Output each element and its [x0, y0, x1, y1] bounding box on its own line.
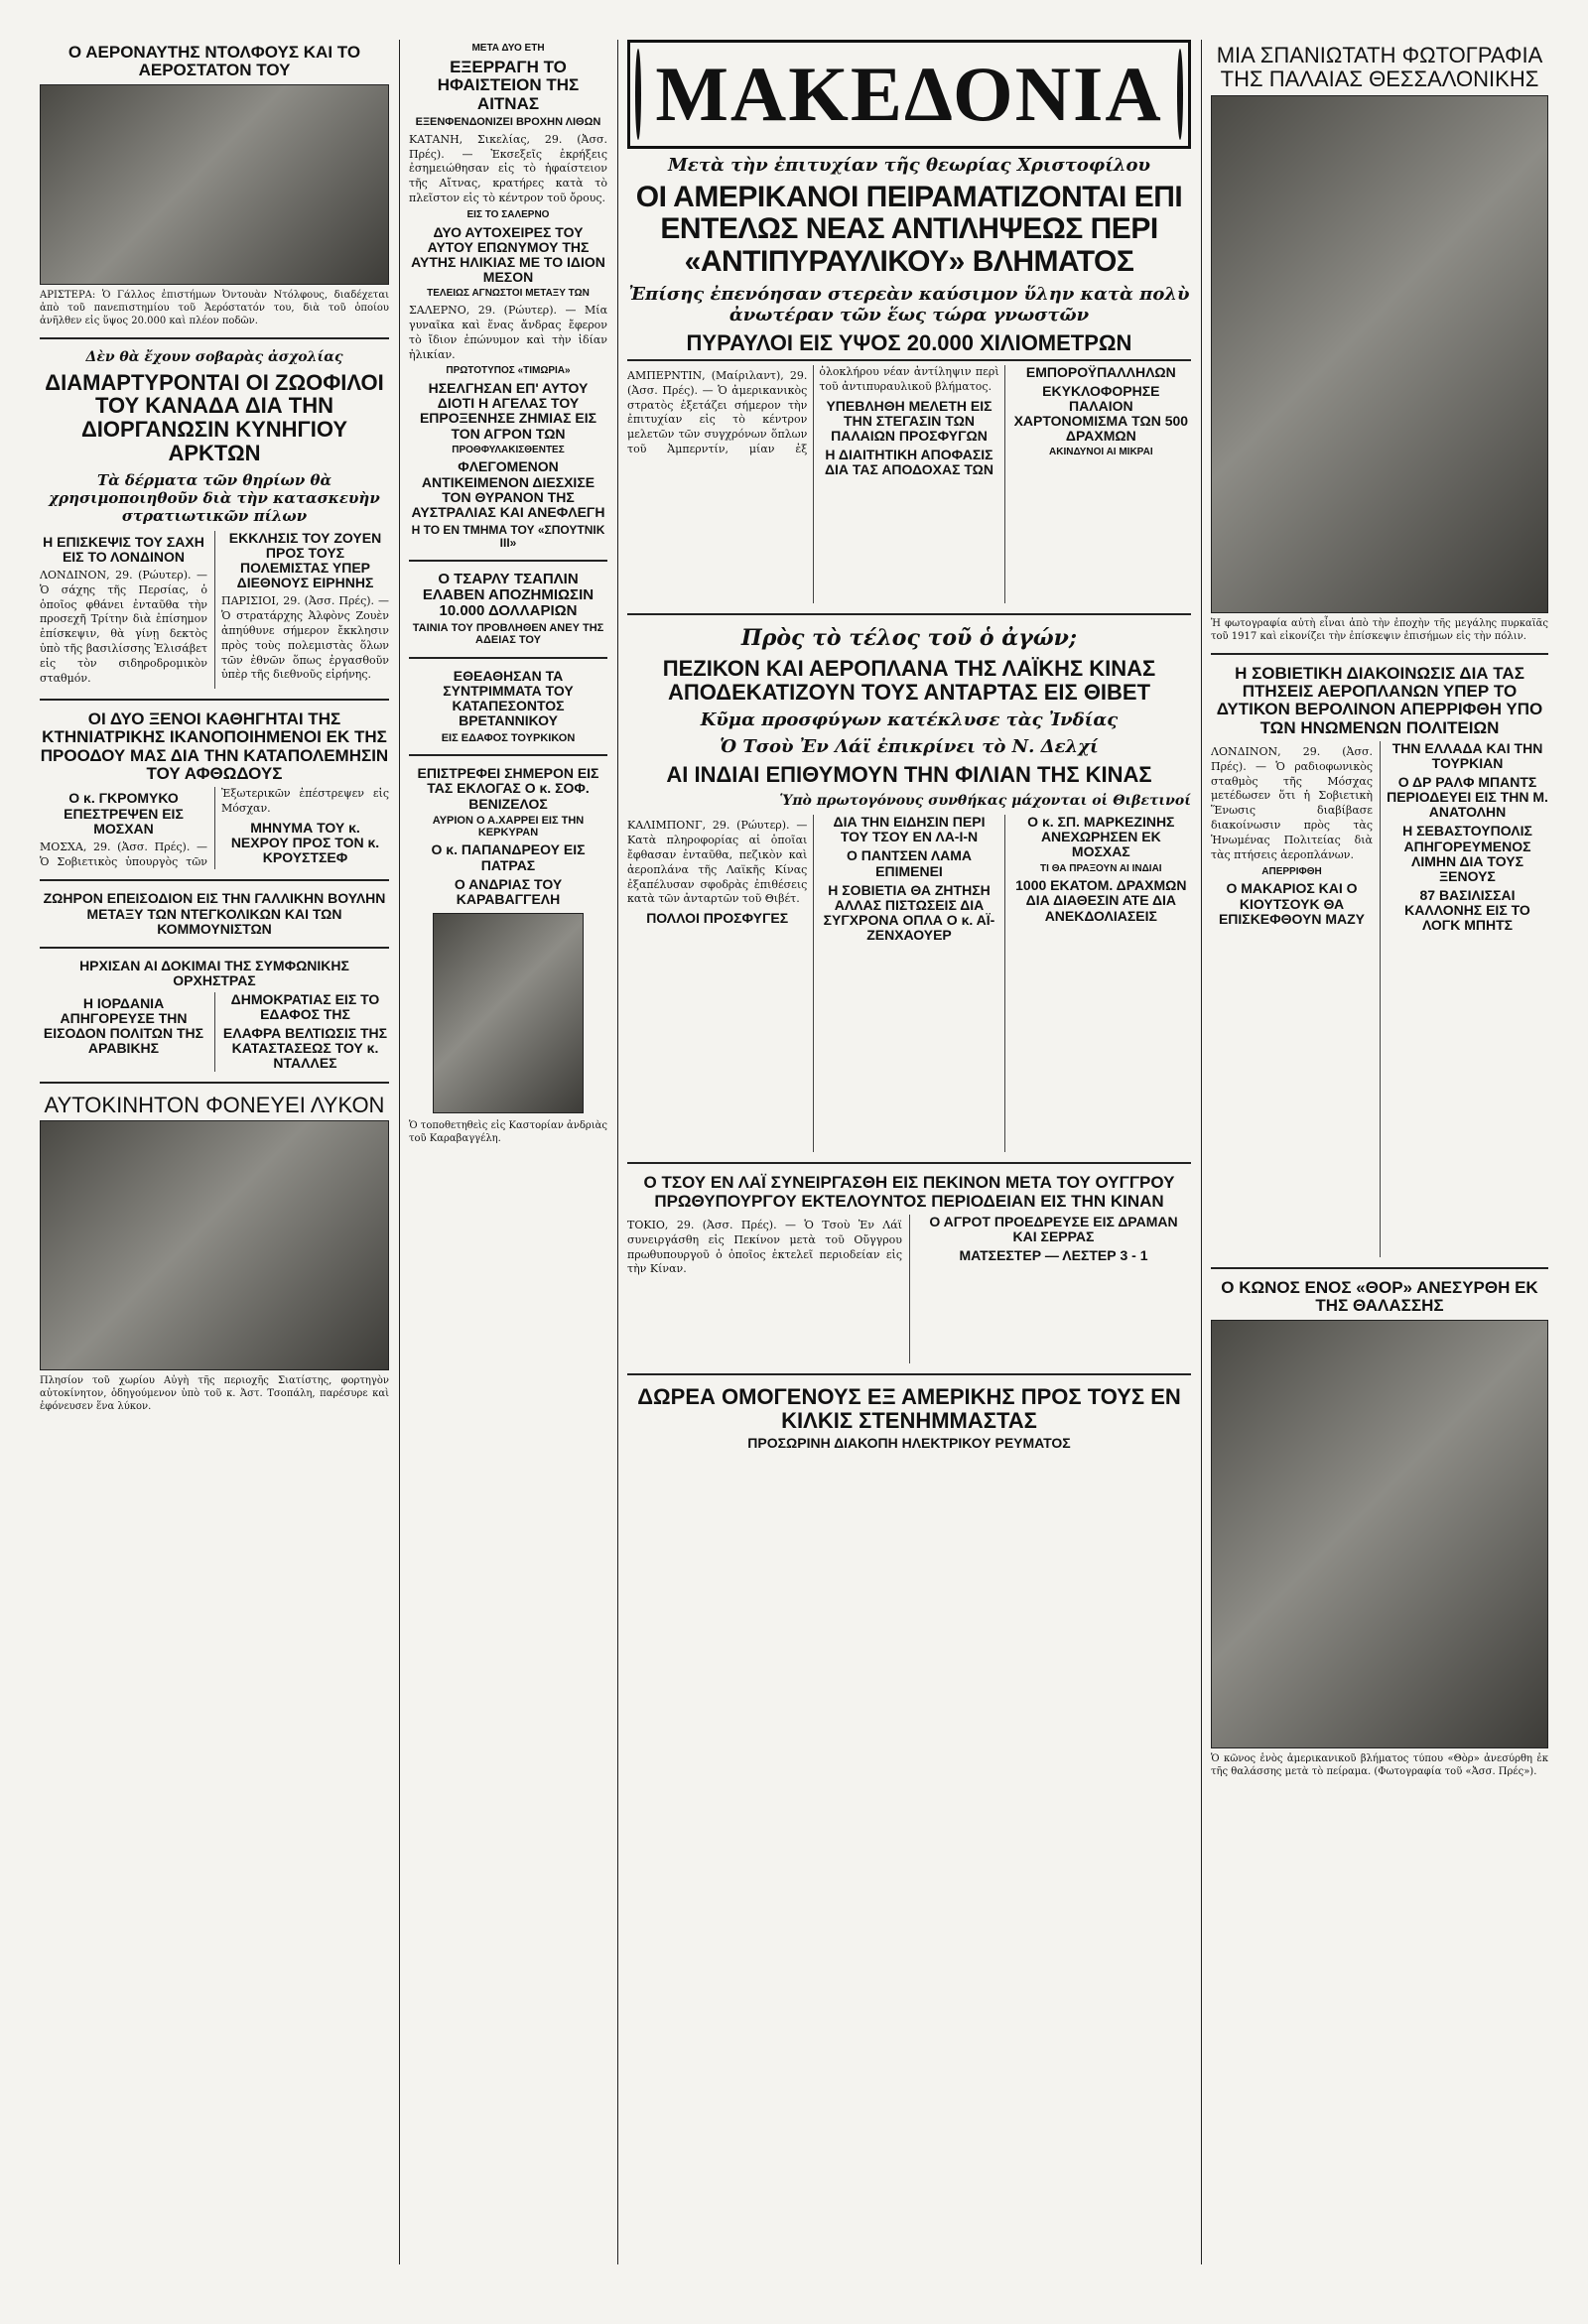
salerno-headline: ΔΥΟ ΑΥΤΟΧΕΙΡΕΣ ΤΟΥ ΑΥΤΟΥ ΕΠΩΝΥΜΟΥ ΤΗΣ ΑΥΤΗΣ ΗΛΙΚΙΑΣ ΜΕ ΤΟ ΙΔΙΟΝ ΜΕΣΟΝ	[411, 223, 605, 286]
zoophiles-kicker: Δὲν θὰ ἔχουν σοβαρὰς ἀσχολίας	[85, 348, 343, 365]
divider	[1211, 653, 1548, 655]
serres-headline: Ο ΑΓΡΟΤ ΠΡΟΕΔΡΕΥΣΕ ΕΙΣ ΔΡΑΜΑΝ ΚΑΙ ΣΕΡΡΑΣ	[929, 1213, 1178, 1244]
rule-col1	[399, 40, 400, 2264]
salerno-text: ΣΑΛΕΡΝΟ, 29. (Ρώυτερ). — Μία γυναῖκα καὶ ἕνας ἄνδρας ἔφερον τὸ ἴδιον ἐπώνυμον καὶ τὴν ἰδίαν ἡλικίαν.	[409, 304, 607, 361]
zoophiles-subhead: Τὰ δέρματα τῶν θηρίων θὰ χρησιμοποιηθοῦν διὰ τὴν κατασκευὴν στρατιωτικῶν πίλων	[49, 470, 380, 525]
gaullist-headline: ΖΩΗΡΟΝ ΕΠΕΙΣΟΔΙΟΝ ΕΙΣ ΤΗΝ ΓΑΛΛΙΚΗΝ ΒΟΥΛΗΝ ΜΕΤΑΞΥ ΤΩΝ ΝΤΕΓΚΟΛΙΚΩΝ ΚΑΙ ΤΩΝ ΚΟΜΜΟΥΝΙΣΤΩΝ	[43, 890, 386, 937]
tibet-text: ΚΑΛΙΜΠΟΝΓ, 29. (Ρώυτερ). — Κατὰ πληροφορίας αἱ ὁποῖαι ἔφθασαν ἐνταῦθα, πεζικὸν καὶ ἀεροπλάνα τῆς Λαϊκῆς Κίνας ἐξαπέλυσαν σφοδρὰς ἐπιθέσεις κατὰ τῶν ἀνταρτῶν τοῦ Θιβέτ.	[627, 819, 808, 906]
tsou-headline: ΔΙΑ ΤΗΝ ΕΙΔΗΣΙΝ ΠΕΡΙ ΤΟΥ ΤΣΟΥ ΕΝ ΛΑ-Ι-Ν	[833, 814, 986, 845]
makarios-headline: Ο ΜΑΚΑΡΙΟΣ ΚΑΙ Ο ΚΙΟΥΤΣΟΥΚ ΘΑ ΕΠΙΣΚΕΦΘΟΥΝ ΜΑΖΥ ΤΗΝ ΕΛΛΑΔΑ ΚΑΙ ΤΗΝ ΤΟΥΡΚΙΑΝ	[1218, 739, 1543, 927]
timpria-headline: ΗΣΕΛΓΗΣΑΝ ΕΠ' ΑΥΤΟΥ ΔΙΟΤΙ Η ΑΓΕΛΑΣ ΤΟΥ ΕΠΡΟΞΕΝΗΣΕ ΖΗΜΙΑΣ ΕΙΣ ΤΟΝ ΑΓΡΟΝ ΤΩΝ	[419, 380, 597, 442]
masthead	[627, 40, 1191, 149]
tibet-subhead-2: Ὁ Τσοὺ Ἐν Λάϊ ἐπικρίνει τὸ Ν. Δελχί	[720, 736, 1099, 758]
electricity-headline: ΠΡΟΣΩΡΙΝΗ ΔΙΑΚΟΠΗ ΗΛΕΚΤΡΙΚΟΥ ΡΕΥΜΑΤΟΣ	[747, 1435, 1071, 1452]
shah-headline: Η ΕΠΙΣΚΕΨΙΣ ΤΟΥ ΣΑΧΗ ΕΙΣ ΤΟ ΛΟΝΔΙΝΟΝ	[43, 533, 204, 565]
main-text: ΑΜΠΕΡΝΤΙΝ, (Μαίριλαντ), 29. (Ἀσσ. Πρές). — Ὁ ἀμερικανικὸς στρατὸς ἐξετάζει σήμερον τὴν ἐπιτυχίαν εἰς τὸ κέντρον μελετῶν τῶν συγχρόνων ὅπλων τοῦ Ἀμπερντίν, μίαν ἐξ ὁλοκλήρου νέαν ἀντίληψιν περὶ τοῦ ἀντιπυραυλικοῦ βλήματος.	[627, 364, 999, 456]
column-1	[40, 40, 389, 1417]
study-headline: ΥΠΕΒΛΗΘΗ ΜΕΛΕΤΗ ΕΙΣ ΤΗΝ ΣΤΕΓΑΣΙΝ ΤΩΝ ΠΑΛΑΙΩΝ ΠΡΟΣΦΥΓΩΝ	[826, 397, 992, 444]
zoophiles-headline: ΔΙΑΜΑΡΤΥΡΟΝΤΑΙ ΟΙ ΖΩΟΦΙΛΟΙ ΤΟΥ ΚΑΝΑΔΑ ΔΙΑ ΤΗΝ ΔΙΟΡΓΑΝΩΣΙΝ ΚΥΝΗΓΙΟΥ ΑΡΚΤΩΝ	[45, 369, 384, 465]
divider	[627, 1162, 1191, 1164]
divider	[40, 337, 389, 339]
masthead-title: ΜΑΚΕΔΟΝΙΑ	[655, 51, 1163, 137]
thor-caption: Ὁ κῶνος ἑνὸς ἀμερικανικοῦ βλήματος τύπου «Θὸρ» ἀνεσύρθη ἐκ τῆς θαλάσσης μετὰ τὸ πείραμα. (Φωτογραφία τοῦ «Ἀσσ. Πρές»).	[1211, 1752, 1548, 1777]
venizelos-headline: ΕΠΙΣΤΡΕΦΕΙ ΣΗΜΕΡΟΝ ΕΙΣ ΤΑΣ ΕΚΛΟΓΑΣ Ο κ. ΣΟΦ. ΒΕΝΙΖΕΛΟΣ	[417, 765, 599, 812]
divider	[627, 613, 1191, 615]
juin-headline: ΕΚΚΛΗΣΙΣ ΤΟΥ ΖΟΥΕΝ ΠΡΟΣ ΤΟΥΣ ΠΟΛΕΜΙΣΤΑΣ ΥΠΕΡ ΔΙΕΘΝΟΥΣ ΕΙΡΗΝΗΣ	[228, 529, 382, 591]
thor-photo	[1211, 1320, 1548, 1748]
orchestra-headline: ΗΡΧΙΣΑΝ ΑΙ ΔΟΚΙΜΑΙ ΤΗΣ ΣΥΜΦΩΝΙΚΗΣ ΟΡΧΗΣΤΡΑΣ	[79, 957, 349, 988]
australia-headline: ΦΛΕΓΟΜΕΝΟΝ ΑΝΤΙΚΕΙΜΕΝΟΝ ΔΙΕΣΧΙΣΕ ΤΟΝ ΘΥΡΑΝΟΝ ΤΗΣ ΑΥΣΤΡΑΛΙΑΣ ΚΑΙ ΑΝΕΦΛΕΓΗ	[411, 458, 605, 520]
vet-headline: ΟΙ ΔΥΟ ΞΕΝΟΙ ΚΑΘΗΓΗΤΑΙ ΤΗΣ ΚΤΗΝΙΑΤΡΙΚΗΣ ΙΚΑΝΟΠΟΙΗΜΕΝΟΙ ΕΚ ΤΗΣ ΠΡΟΟΔΟΥ ΜΑΣ ΔΙΑ ΤΗΝ ΚΑΤΑΠΟΛΕΜΗΣΙΝ ΤΟΥ ΑΦΘΩΔΟΥΣ	[40, 709, 389, 784]
gromyko-text: ΜΟΣΧΑ, 29. (Ἀσσ. Πρές). — Ὁ Σοβιετικὸς ὑπουργὸς τῶν Ἐξωτερικῶν ἐπέστρεψεν εἰς Μόσχαν.	[40, 787, 389, 868]
sputnik-subhead: Η ΤΟ ΕΝ ΤΜΗΜΑ ΤΟΥ «ΣΠΟΥΤΝΙΚ ΙΙΙ»	[411, 522, 605, 550]
pantsen-headline: Ο ΠΑΝΤΣΕΝ ΛΑΜΑ ΕΠΙΜΕΝΕΙ	[846, 847, 973, 879]
british-headline: ΕΘΕΑΘΗΣΑΝ ΤΑ ΣΥΝΤΡΙΜΜΑΤΑ ΤΟΥ ΚΑΤΑΠΕΣΟΝΤΟΣ ΒΡΕΤΑΝΝΙΚΟΥ	[443, 668, 574, 729]
wolf-photo	[40, 1120, 389, 1370]
medallion-left-icon	[635, 49, 641, 140]
column-2	[409, 40, 607, 1149]
banknote-headline: ΕΚΥΚΛΟΦΟΡΗΣΕ ΠΑΛΑΙΟΝ ΧΑΡΤΟΝΟΜΙΣΜΑ ΤΩΝ 500 ΔΡΑΧΜΩΝ	[1013, 383, 1189, 445]
medallion-right-icon	[1177, 49, 1183, 140]
arrests-label: ΑΠΕΡΡΙΦΘΗ	[1261, 865, 1322, 877]
thor-headline: Ο ΚΩΝΟΣ ΕΝΟΣ «ΘΟΡ» ΑΝΕΣΥΡΘΗ ΕΚ ΤΗΣ ΘΑΛΑΣΣΗΣ	[1221, 1277, 1538, 1316]
refugees-headline: ΠΟΛΛΟΙ ΠΡΟΣΦΥΓΕΣ	[646, 910, 789, 927]
divider	[40, 1082, 389, 1084]
tibet-subhead-4: Ὑπὸ πρωτογόνους συνθήκας μάχονται οἱ Θιβετινοί	[779, 793, 1191, 810]
tibet-headline: ΠΕΖΙΚΟΝ ΚΑΙ ΑΕΡΟΠΛΑΝΑ ΤΗΣ ΛΑΪΚΗΣ ΚΙΝΑΣ ΑΠΟΔΕΚΑΤΙΖΟΥΝ ΤΟΥΣ ΑΝΤΑΡΤΑΣ ΕΙΣ ΘΙΒΕΤ	[662, 655, 1156, 705]
balloon-caption: ΑΡΙΣΤΕΡΑ: Ὁ Γάλλος ἐπιστήμων Ὀντουὰν Ντόλφους, διαδέχεται ἀπὸ τοῦ πανεπιστημίου τοῦ Ἀερόστατόν του, διὰ τοῦ ὁποίου ἀνῆλθεν εἰς ὕψος 20.000 καὶ πλέον ποδῶν.	[40, 289, 389, 326]
old-photo-caption: Ἡ φωτογραφία αὐτὴ εἶναι ἀπὸ τὴν ἐποχὴν τῆς μεγάλης πυρκαϊᾶς τοῦ 1917 καὶ εἰκονίζει τὴν ἐπίσκεψιν ἐπισήμων εἰς τὴν πόλιν.	[1211, 617, 1548, 642]
divider	[409, 657, 607, 659]
tibet-subhead-3: ΑΙ ΙΝΔΙΑΙ ΕΠΙΘΥΜΟΥΝ ΤΗΝ ΦΙΛΙΑΝ ΤΗΣ ΚΙΝΑΣ	[666, 762, 1152, 788]
etna-headline: ΕΞΕΡΡΑΓΗ ΤΟ ΗΦΑΙΣΤΕΙΟΝ ΤΗΣ ΑΙΤΝΑΣ	[437, 57, 580, 113]
wolf-headline: ΑΥΤΟΚΙΝΗΤΟΝ ΦΟΝΕΥΕΙ ΛΥΚΟΝ	[44, 1092, 385, 1117]
long-beach-headline: 87 ΒΑΣΙΛΙΣΣΑΙ ΚΑΛΛΟΝΗΣ ΕΙΣ ΤΟ ΛΟΓΚ ΜΠΗΤΣ	[1404, 886, 1530, 934]
column-5	[1211, 40, 1548, 1782]
markezinis-headline: Ο κ. ΣΠ. ΜΑΡΚΕΖΙΝΗΣ ΑΝΕΧΩΡΗΣΕΝ ΕΚ ΜΟΣΧΑΣ	[1027, 814, 1175, 860]
center-column	[627, 40, 1191, 1456]
chaplin-headline: Ο ΤΣΑΡΛΥ ΤΣΑΠΛΙΝ ΕΛΑΒΕΝ ΑΠΟΖΗΜΙΩΣΙΝ 10.000 ΔΟΛΛΑΡΙΩΝ	[422, 570, 595, 620]
bunche-headline: Ο ΔΡ ΡΑΛΦ ΜΠΑΝΤΣ ΠΕΡΙΟΔΕΥΕΙ ΕΙΣ ΤΗΝ Μ. ΑΝΑΤΟΛΗΝ	[1387, 774, 1548, 821]
venizelos-subhead: ΑΥΡΙΟΝ Ο Α.ΧΑΡΡΕΙ ΕΙΣ ΤΗΝ ΚΕΡΚΥΡΑΝ	[432, 814, 585, 839]
main-subhead: Ἐπίσης ἐπενόησαν στερεὰν καύσιμον ὕλην κατὰ πολὺ ἀνωτέραν τῶν ἕως τώρα γνωστῶν	[628, 284, 1190, 326]
drachmas-headline: 1000 ΕΚΑΤΟΜ. ΔΡΑΧΜΩΝ ΔΙΑ ΔΙΑΘΕΣΙΝ ΑΤΕ ΔΙΑ ΑΝΕΚΔΟΛΙΑΣΕΙΣ	[1015, 877, 1187, 924]
hungary-text: ΤΟΚΙΟ, 29. (Ἀσσ. Πρές). — Ὁ Τσοὺ Ἐν Λάϊ συνειργάσθη εἰς Πεκίνον μετὰ τοῦ Οὔγγρου πρωθυπουργοῦ ὁ ὁποῖος ἐκτελεῖ περιοδείαν εἰς τὴν Κίναν.	[627, 1218, 902, 1276]
etna-subhead: ΕΞΕΝΦΕΝΔΟΝΙΖΕΙ ΒΡΟΧΗΝ ΛΙΘΩΝ	[415, 115, 601, 128]
divider	[40, 879, 389, 881]
nehru-headline: ΜΗΝΥΜΑ ΤΟΥ κ. ΝΕΧΡΟΥ ΠΡΟΣ ΤΟΝ κ. ΚΡΟΥΣΤΣΕΦ	[230, 820, 380, 866]
papandreou-headline: Ο κ. ΠΑΠΑΝΔΡΕΟΥ ΕΙΣ ΠΑΤΡΑΣ	[431, 841, 586, 873]
match-headline: ΜΑΤΣΕΣΤΕΡ — ΛΕΣΤΕΡ 3 - 1	[959, 1247, 1148, 1264]
british-subhead: ΕΙΣ ΕΔΑΦΟΣ ΤΟΥΡΚΙΚΟΝ	[441, 731, 576, 744]
statue-photo	[433, 913, 584, 1113]
divider	[627, 1373, 1191, 1375]
etna-kicker: ΜΕΤΑ ΔΥΟ ΕΤΗ	[471, 43, 545, 54]
tibet-kicker: Πρὸς τὸ τέλος τοῦ ὁ ἀγών;	[740, 624, 1078, 651]
rule-col5	[1201, 40, 1202, 2264]
chaplin-subhead: ΤΑΙΝΙΑ ΤΟΥ ΠΡΟΒΛΗΘΕΝ ΑΝΕΥ ΤΗΣ ΑΔΕΙΑΣ ΤΟΥ	[412, 622, 604, 647]
divider	[409, 560, 607, 562]
soviet-text: ΛΟΝΔΙΝΟΝ, 29. (Ἀσσ. Πρές). — Ὁ ραδιοφωνικὸς σταθμὸς τῆς Μόσχας μετέδωσεν ὅτι ἡ Σοβιετικὴ Ἕνωσις διαβίβασε διακοίνωσιν πρὸς τὰς Ἡνωμένας Πολιτείας διὰ τὰς πτήσεις ἀεροπλάνων.	[1211, 744, 1373, 861]
wolf-caption: Πλησίον τοῦ χωρίου Αὐγὴ τῆς περιοχῆς Σιατίστης, φορτηγὸν αὐτοκίνητον, ὁδηγούμενον ὑπὸ τοῦ κ. Ἀστ. Τσοπάλη, παρέσυρε καὶ ἐφόνευσεν ἕνα λύκον.	[40, 1375, 389, 1413]
main-headline: ΟΙ ΑΜΕΡΙΚΑΝΟΙ ΠΕΙΡΑΜΑΤΙΖΟΝΤΑΙ ΕΠΙ ΕΝΤΕΛΩΣ ΝΕΑΣ ΑΝΤΙΛΗΨΕΩΣ ΠΕΡΙ «ΑΝΤΙΠΥΡΑΥΛΙΚΟΥ» ΒΛΗΜΑΤΟΣ	[635, 181, 1183, 278]
statue-headline: Ο ΑΝΔΡΙΑΣ ΤΟΥ ΚΑΡΑΒΑΓΓΕΛΗ	[454, 875, 563, 907]
salerno-subhead: ΤΕΛΕΙΩΣ ΑΓΝΩΣΤΟΙ ΜΕΤΑΞΥ ΤΩΝ	[427, 288, 590, 300]
divider	[40, 947, 389, 949]
kilkis-headline: ΔΩΡΕΑ ΟΜΟΓΕΝΟΥΣ ΕΞ ΑΜΕΡΙΚΗΣ ΠΡΟΣ ΤΟΥΣ ΕΝ ΚΙΛΚΙΣ ΣΤΕΝΗΜΜΑΣΤΑΣ	[637, 1383, 1181, 1433]
rule-col2	[617, 40, 618, 2264]
main-kicker: Μετὰ τὴν ἐπιτυχίαν τῆς θεωρίας Χριστοφίλου	[667, 155, 1151, 176]
divider	[409, 754, 607, 756]
old-thessaloniki-photo	[1211, 95, 1548, 613]
balloon-photo	[40, 84, 389, 285]
gromyko-headline: Ο κ. ΓΚΡΟΜΥΚΟ ΕΠΕΣΤΡΕΨΕΝ ΕΙΣ ΜΟΣΧΑΝ	[64, 790, 184, 837]
adenauer-headline: Η ΣΟΒΙΕΤΙΑ ΘΑ ΖΗΤΗΣΗ ΑΛΛΑΣ ΠΙΣΤΩΣΕΙΣ ΔΙΑ ΣΥΓΧΡΟΝΑ ΟΠΛΑ Ο κ. ΑΪ-ΖΕΝΧΑΟΥΕΡ	[823, 881, 995, 943]
juin-text: ΠΑΡΙΣΙΟΙ, 29. (Ἀσσ. Πρές). — Ὁ στρατάρχης Ἀλφὸνς Ζουὲν ἀπηύθυνε σήμερον ἔκκλησιν πρὸς τοὺς πολεμιστὰς ὅλων τῶν ἐθνῶν ὅπως ἐργασθοῦν ὑπὲρ τῆς διεθνοῦς εἰρήνης.	[221, 594, 389, 682]
etna-text: ΚΑΤΑΝΗ, Σικελίας, 29. (Ἀσσ. Πρές). — Ἐκσεξεῖς ἐκρήξεις ἐσημειώθησαν εἰς τὸ ἡφαίστειον τῆς Αἴτνας, κρατήρες κατὰ τὸ πλεῖστον εἰς τὸ κέντρον τοῦ ὄρους.	[409, 132, 607, 205]
mild-subhead: ΑΚΙΝΔΥΝΟΙ ΑΙ ΜΙΚΡΑΙ	[1049, 447, 1153, 458]
india-subhead: ΤΙ ΘΑ ΠΡΑΞΟΥΝ ΑΙ ΙΝΔΙΑΙ	[1040, 862, 1162, 874]
arbitration-headline: Η ΔΙΑΙΤΗΤΙΚΗ ΑΠΟΦΑΣΙΣ ΔΙΑ ΤΑΣ ΑΠΟΔΟΧΑΣ ΤΩΝ ΕΜΠΟΡΟΫΠΑΛΛΗΛΩΝ	[824, 363, 1176, 478]
salerno-kicker: ΕΙΣ ΤΟ ΣΑΛΕΡΝΟ	[466, 208, 550, 220]
balloon-headline: Ο ΑΕΡΟΝΑΥΤΗΣ ΝΤΟΛΦΟΥΣ ΚΑΙ ΤΟ ΑΕΡΟΣΤΑΤΟΝ ΤΟΥ	[67, 43, 361, 80]
old-photo-headline: ΜΙΑ ΣΠΑΝΙΩΤΑΤΗ ΦΩΤΟΓΡΑΦΙΑ ΤΗΣ ΠΑΛΑΙΑΣ ΘΕΣΣΑΛΟΝΙΚΗΣ	[1216, 43, 1543, 91]
main-subhead-2: ΠΥΡΑΥΛΟΙ ΕΙΣ ΥΨΟΣ 20.000 ΧΙΛΙΟΜΕΤΡΩΝ	[627, 331, 1191, 361]
timpria-subhead: ΠΡΟΘΦΥΛΑΚΙΣΘΕΝΤΕΣ	[452, 444, 565, 455]
dulles-headline: ΕΛΑΦΡΑ ΒΕΛΤΙΩΣΙΣ ΤΗΣ ΚΑΤΑΣΤΑΣΕΩΣ ΤΟΥ κ. ΝΤΑΛΛΕΣ	[222, 1025, 388, 1072]
tibet-subhead-1: Κῦμα προσφύγων κατέκλυσε τὰς Ἰνδίας	[700, 710, 1119, 731]
hungary-headline: Ο ΤΣΟΥ ΕΝ ΛΑΪ ΣΥΝΕΙΡΓΑΣΘΗ ΕΙΣ ΠΕΚΙΝΟΝ ΜΕΤΑ ΤΟΥ ΟΥΓΓΡΟΥ ΠΡΩΘΥΠΟΥΡΓΟΥ ΕΚΤΕΛΟΥΝΤΟΣ ΠΕΡΙΟΔΕΙΑΝ ΕΙΣ ΤΗΝ ΚΙΝΑΝ	[643, 1173, 1175, 1211]
shah-text: ΛΟΝΔΙΝΟΝ, 29. (Ρώυτερ). — Ὁ σάχης τῆς Περσίας, ὁ ὁποῖος φθάνει ἐνταῦθα τὴν προσεχῆ Τρίτην διὰ ἐπίσημον ἐπίσκεψιν, θὰ γίνῃ δεκτὸς ὑπὸ τῆς βασιλίσσης Ἐλισάβετ εἰς τὸν σιδηροδρομικὸν σταθμόν.	[40, 568, 207, 685]
timpria-kicker: ΠΡΩΤΟΤΥΠΟΣ «ΤΙΜΩΡΙΑ»	[446, 365, 571, 377]
divider	[1211, 1267, 1548, 1269]
soviet-headline: Η ΣΟΒΙΕΤΙΚΗ ΔΙΑΚΟΙΝΩΣΙΣ ΔΙΑ ΤΑΣ ΠΤΗΣΕΙΣ ΑΕΡΟΠΛΑΝΩΝ ΥΠΕΡ ΤΟ ΔΥΤΙΚΟΝ ΒΕΡΟΛΙΝΟΝ ΑΠΕΡΡΙΦΘΗ ΥΠΟ ΤΩΝ ΗΝΩΜΕΝΩΝ ΠΟΛΙΤΕΙΩΝ	[1216, 663, 1543, 737]
divider	[40, 699, 389, 701]
statue-caption: Ὁ τοποθετηθεὶς εἰς Καστορίαν ἀνδριὰς τοῦ Καραβαγγέλη.	[409, 1119, 607, 1144]
jordan-headline: Η ΙΟΡΔΑΝΙΑ ΑΠΗΓΟΡΕΥΣΕ ΤΗΝ ΕΙΣΟΔΟΝ ΠΟΛΙΤΩΝ ΤΗΣ ΑΡΑΒΙΚΗΣ ΔΗΜΟΚΡΑΤΙΑΣ ΕΙΣ ΤΟ ΕΔΑΦΟΣ ΤΗΣ	[43, 990, 380, 1057]
sevastopol-headline: Η ΣΕΒΑΣΤΟΥΠΟΛΙΣ ΑΠΗΓΟΡΕΥΜΕΝΟΣ ΛΙΜΗΝ ΔΙΑ ΤΟΥΣ ΞΕΝΟΥΣ	[1402, 823, 1532, 884]
